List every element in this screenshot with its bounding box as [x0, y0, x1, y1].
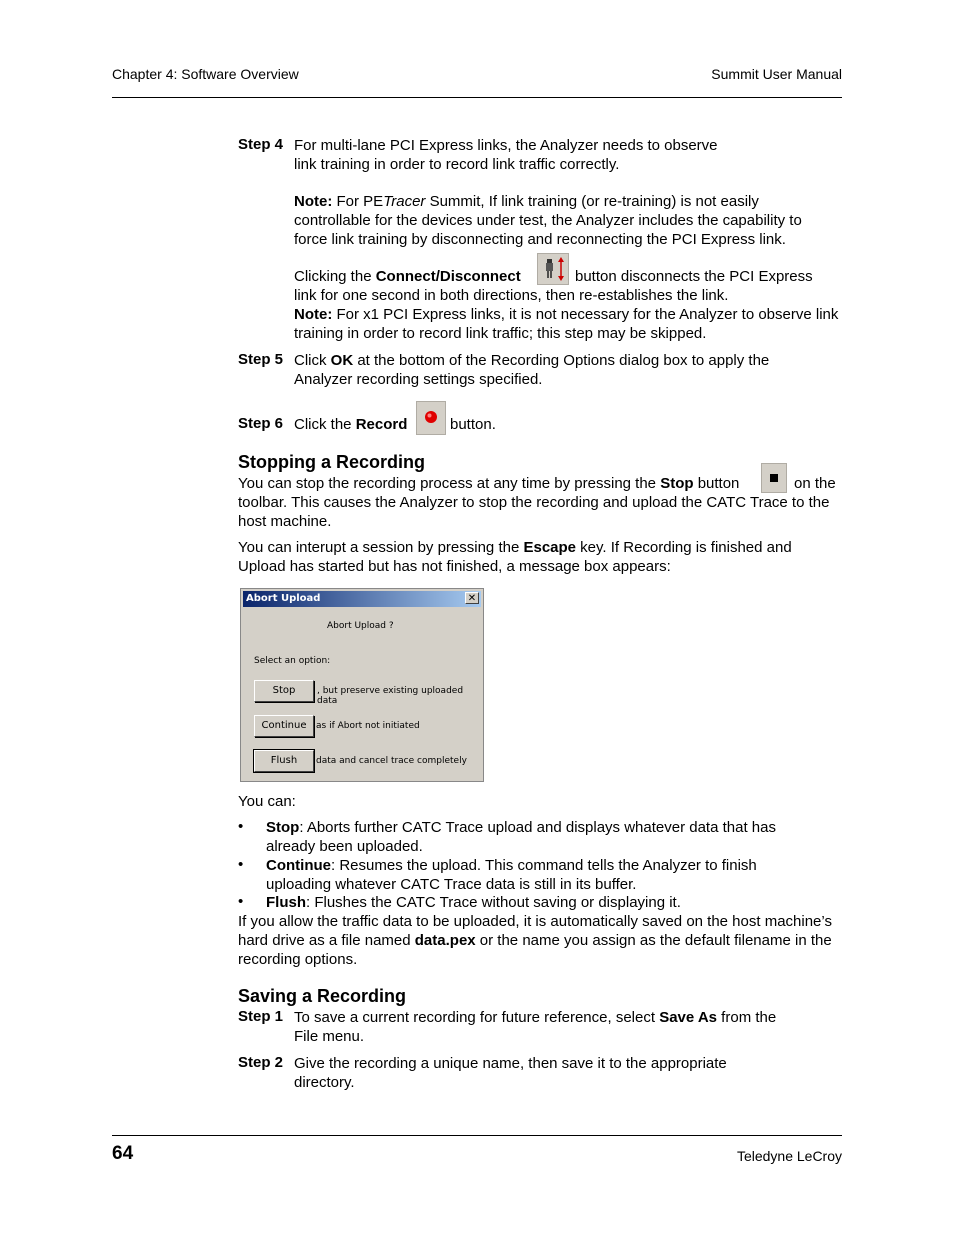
- step4-text: For multi-lane PCI Express links, the Analyzer needs to observe link training in order to record link traffic correctly.: [294, 137, 718, 173]
- bullet: •: [238, 818, 244, 835]
- dialog-question: Abort Upload ?: [327, 621, 394, 631]
- saving-heading: Saving a Recording: [238, 986, 407, 1006]
- footer-rule: [112, 1135, 842, 1136]
- note-label: Note:: [294, 193, 333, 210]
- saving-step1-label: Step 1: [238, 1008, 284, 1025]
- dialog-select-label: Select an option:: [254, 656, 331, 666]
- saving-step1-text: To save a current recording for future reference, select Save As from the File menu.: [294, 1009, 777, 1045]
- record-icon[interactable]: [416, 401, 446, 435]
- dialog-continue-button[interactable]: Continue: [254, 715, 314, 737]
- option-stop-item: Stop: Aborts further CATC Trace upload and displays whatever data that has already been uploaded.: [266, 819, 776, 855]
- saving-step2-text: Give the recording a unique name, then save it to the appropriate directory.: [294, 1055, 727, 1091]
- connect-disconnect-icon[interactable]: [537, 253, 569, 285]
- step4-click-line: Clicking the Connect/Disconnect: [294, 268, 521, 285]
- dialog-title: Abort Upload: [243, 591, 481, 607]
- step4-note1: Note: For PETracer Summit, If link training (or re-training) is not easily controllable for the devices under test, the Analyzer includes the capability to force link training by disconnecting and reconnecting the PCI Express link.: [294, 193, 802, 248]
- stopping-heading: Stopping a Recording: [238, 452, 425, 472]
- abort-upload-dialog: [240, 588, 484, 782]
- stopping-p2: You can interupt a session by pressing the Escape key. If Recording is finished and Upload has started but has not finished, a message box appears:: [238, 539, 792, 575]
- step6-post: button.: [450, 416, 496, 433]
- step4-click-line2: link for one second in both directions, then re-establishes the link.: [294, 287, 729, 304]
- step4-note2: Note: For x1 PCI Express links, it is not necessary for the Analyzer to observe link training in order to record link traffic; this step may be skipped.: [294, 306, 839, 342]
- bullet: •: [238, 893, 244, 910]
- option-continue-item: Continue: Resumes the upload. This command tells the Analyzer to finish uploading whatever CATC Trace data is still in its buffer.: [266, 857, 757, 893]
- page-number: 64: [112, 1143, 134, 1164]
- dialog-stop-button[interactable]: Stop: [254, 680, 314, 702]
- option-flush-item: Flush: Flushes the CATC Trace without saving or displaying it.: [266, 894, 681, 911]
- header-rule: [112, 97, 842, 98]
- note-label: Note:: [294, 306, 333, 323]
- stopping-p1-post: on the: [794, 475, 836, 492]
- dialog-flush-desc: data and cancel trace completely: [316, 756, 467, 766]
- options-intro: You can:: [238, 793, 296, 810]
- upload-save-paragraph: If you allow the traffic data to be uploaded, it is automatically saved on the host machine’s hard drive as a file named data.pex or the name you assign as the default filename in the recording options.: [238, 913, 832, 968]
- close-icon[interactable]: ✕: [465, 592, 479, 604]
- saving-step2-label: Step 2: [238, 1054, 284, 1071]
- dialog-flush-button[interactable]: Flush: [254, 750, 314, 772]
- footer-company: Teledyne LeCroy: [736, 1148, 842, 1164]
- step5-label: Step 5: [238, 351, 284, 368]
- step4-label: Step 4: [238, 136, 284, 153]
- step5-text: Click OK at the bottom of the Recording Options dialog box to apply the Analyzer recording settings specified.: [294, 352, 770, 388]
- stopping-p1-line2: toolbar. This causes the Analyzer to stop the recording and upload the CATC Trace to the host machine.: [238, 494, 830, 530]
- step4-click-post: button disconnects the PCI Express: [575, 268, 813, 285]
- header-chapter: Chapter 4: Software Overview: [112, 66, 299, 82]
- stopping-p1-line1: You can stop the recording process at any time by pressing the Stop button: [238, 475, 740, 492]
- step6-label: Step 6: [238, 415, 284, 432]
- step6-text: Click the Record: [294, 416, 408, 433]
- bullet: •: [238, 856, 244, 873]
- header-manual-title: Summit User Manual: [711, 66, 842, 82]
- stop-icon[interactable]: [761, 463, 787, 493]
- dialog-continue-desc: as if Abort not initiated: [316, 721, 420, 731]
- dialog-stop-desc: , but preserve existing uploaded data: [317, 686, 464, 706]
